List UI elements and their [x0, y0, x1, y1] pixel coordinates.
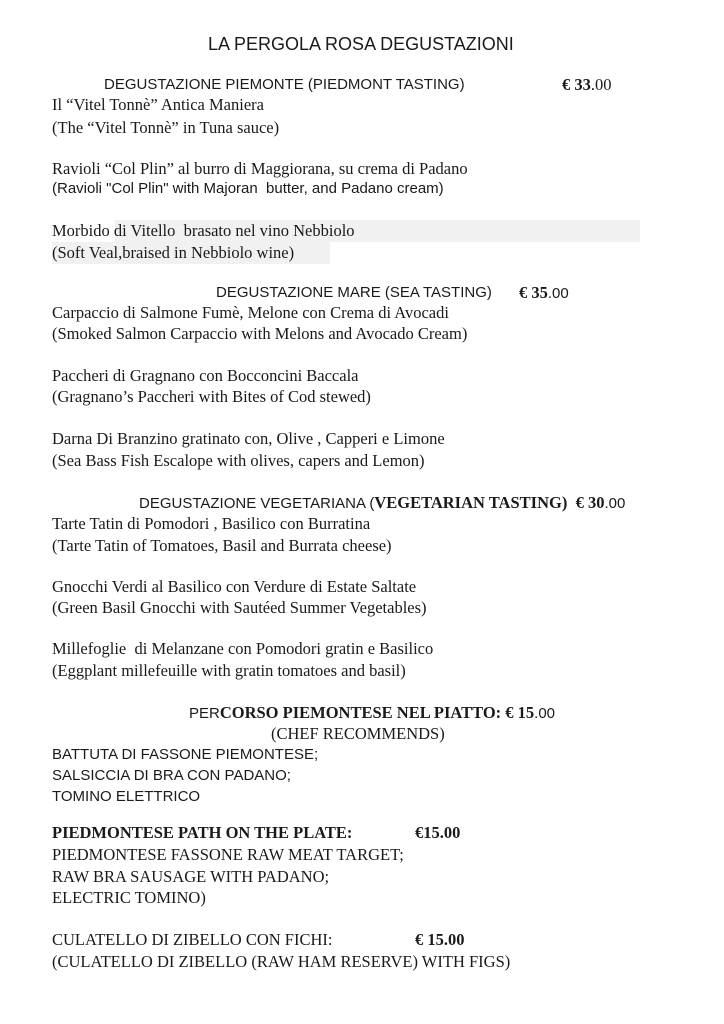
price-mare [519, 283, 569, 304]
dish-name: Il “Vitel Tonnè” Antica Maniera [52, 95, 264, 114]
page-title: LA PERGOLA ROSA DEGUSTAZIONI [208, 34, 514, 54]
section-subtitle: (CHEF RECOMMENDS) [271, 724, 445, 743]
list-item: RAW BRA SAUSAGE WITH PADANO; [52, 867, 330, 886]
list-item: SALSICCIA DI BRA CON PADANO; [52, 767, 291, 784]
dish-translation: (The “Vitel Tonnè” in Tuna sauce) [52, 118, 280, 137]
price-piemonte [562, 75, 612, 95]
dish-translation: (CULATELLO DI ZIBELLO (RAW HAM RESERVE) WITH FIGS) [52, 952, 511, 971]
price-dec: .00 [590, 75, 612, 94]
heading-part: VEGETARIAN TASTING) [374, 493, 568, 512]
list-item: BATTUTA DI FASSONE PIEMONTESE; [52, 746, 319, 763]
section-heading-vegetariana [139, 493, 625, 514]
dish-name: Ravioli “Col Plin” al burro di Maggiorana, su crema di Padano [52, 159, 468, 178]
price-int: € 33 [562, 75, 591, 94]
dish-translation: (Smoked Salmon Carpaccio with Melons and Avocado Cream) [52, 324, 468, 343]
heading-part: PER [189, 705, 220, 722]
dish-translation: (Eggplant millefeuille with gratin tomatoes and basil) [52, 661, 406, 680]
price-dec: .00 [534, 705, 556, 722]
dish-name: Carpaccio di Salmone Fumè, Melone con Crema di Avocadi [52, 303, 449, 322]
dish-translation: (Green Basil Gnocchi with Sautéed Summer Vegetables) [52, 598, 427, 617]
dish-name: Tarte Tatin di Pomodori , Basilico con Burratina [52, 514, 371, 533]
price-int: € 30 [575, 493, 605, 512]
dish-translation: (Soft Veal,braised in Nebbiolo wine) [52, 243, 295, 262]
section-heading-piemonte: DEGUSTAZIONE PIEMONTE (PIEDMONT TASTING) [104, 76, 465, 93]
dish-translation: (Tarte Tatin of Tomatoes, Basil and Burrata cheese) [52, 536, 392, 555]
dish-name: Darna Di Branzino gratinato con, Olive , Capperi e Limone [52, 429, 445, 448]
list-item: ELECTRIC TOMINO) [52, 888, 206, 907]
price-culatello: € 15.00 [415, 930, 465, 949]
heading-part: CORSO PIEMONTESE NEL PIATTO: € 15 [219, 703, 535, 722]
dish-translation: (Ravioli "Col Plin" with Majoran butter, and Padano cream) [52, 180, 444, 197]
price-dec: .00 [547, 285, 569, 302]
heading-part: DEGUSTAZIONE VEGETARIANA ( [139, 495, 375, 512]
dish-name: CULATELLO DI ZIBELLO CON FICHI: [52, 930, 333, 949]
list-item: TOMINO ELETTRICO [52, 788, 201, 805]
dish-translation: (Gragnano’s Paccheri with Bites of Cod stewed) [52, 387, 371, 406]
dish-name: Gnocchi Verdi al Basilico con Verdure di Estate Saltate [52, 577, 417, 596]
price-int: € 35 [519, 283, 548, 302]
dish-translation: (Sea Bass Fish Escalope with olives, capers and Lemon) [52, 451, 425, 470]
list-item: PIEDMONTESE FASSONE RAW MEAT TARGET; [52, 845, 404, 864]
dish-name: Morbido di Vitello brasato nel vino Nebbiolo [52, 221, 355, 240]
dish-name: Paccheri di Gragnano con Bocconcini Baccala [52, 366, 359, 385]
section-heading-path: PIEDMONTESE PATH ON THE PLATE: [52, 823, 353, 842]
dish-name: Millefoglie di Melanzane con Pomodori gratin e Basilico [52, 639, 434, 658]
price-dec: .00 [604, 495, 626, 512]
section-heading-percorso [189, 703, 555, 724]
price-path: €15.00 [415, 823, 461, 842]
section-heading-mare: DEGUSTAZIONE MARE (SEA TASTING) [216, 284, 492, 301]
